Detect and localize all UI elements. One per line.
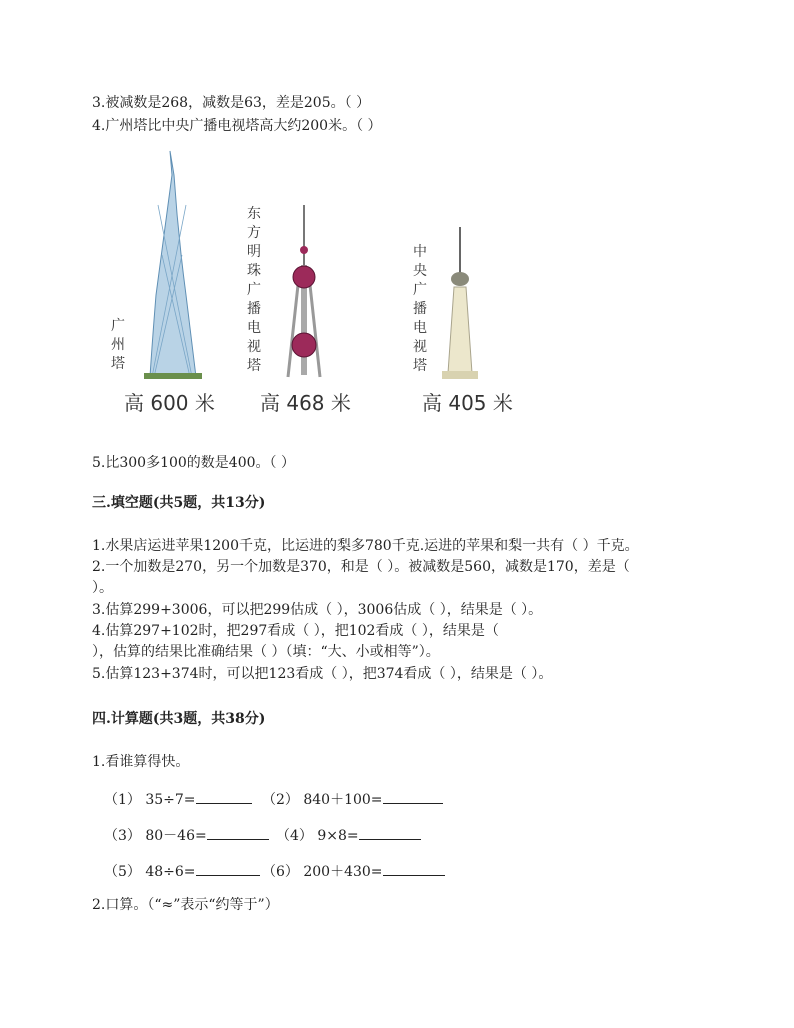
tower-label-guangzhou: 广州塔 — [111, 318, 125, 372]
calc-question-1: 1.看谁算得快。 — [92, 754, 190, 770]
section-title-calculation: 四.计算题(共3题，共38分) — [92, 711, 266, 727]
calc-item-1: （1） 35÷7= — [104, 789, 252, 809]
calc-question-2: 2.口算。（“≈”表示“约等于”） — [92, 897, 279, 913]
calc-item-5: （5） 48÷6= — [104, 861, 260, 881]
tower-illustration — [100, 145, 540, 385]
tower-label-oriental-pearl: 东方明珠广播电视塔 — [247, 206, 261, 374]
fill-line-7: 5.估算123+374时，可以把123看成（ ），把374看成（ ），结果是（ ）。 — [92, 666, 553, 682]
question-5: 5.比300多100的数是400。（ ） — [92, 455, 295, 471]
calc-item-6: （6） 200＋430= — [262, 861, 445, 881]
tower-label-cctv: 中央广播电视塔 — [413, 244, 427, 374]
tower-figure — [100, 145, 540, 425]
height-label-guangzhou: 高 600 米 — [124, 391, 215, 415]
fill-line-1: 1.水果店运进苹果1200千克，比运进的梨多780千克.运进的苹果和梨一共有（ ）千克。 — [92, 538, 639, 554]
height-label-oriental-pearl: 高 468 米 — [260, 391, 351, 415]
fill-line-2: 2.一个加数是270，另一个加数是370，和是（ ）。被减数是560，减数是170，差是（ — [92, 559, 630, 575]
question-4: 4.广州塔比中央广播电视塔高大约200米。（ ） — [92, 118, 382, 134]
calc-item-4: （4） 9×8= — [276, 825, 421, 845]
calc-item-3: （3） 80－46= — [104, 825, 269, 845]
fill-line-4: 3.估算299+3006，可以把299估成（ ），3006估成（ ），结果是（ ）。 — [92, 602, 543, 618]
fill-line-5: 4.估算297+102时，把297看成（ ），把102看成（ ），结果是（ — [92, 623, 499, 639]
question-3: 3.被减数是268，减数是63，差是205。（ ） — [92, 95, 371, 111]
calc-item-2: （2） 840＋100= — [262, 789, 443, 809]
fill-line-6: ），估算的结果比准确结果（ ）（填：“大、小或相等”）。 — [92, 644, 440, 660]
fill-line-3: ）。 — [92, 580, 113, 596]
height-label-cctv: 高 405 米 — [422, 391, 513, 415]
section-title-fill-blank: 三.填空题(共5题，共13分) — [92, 495, 266, 511]
